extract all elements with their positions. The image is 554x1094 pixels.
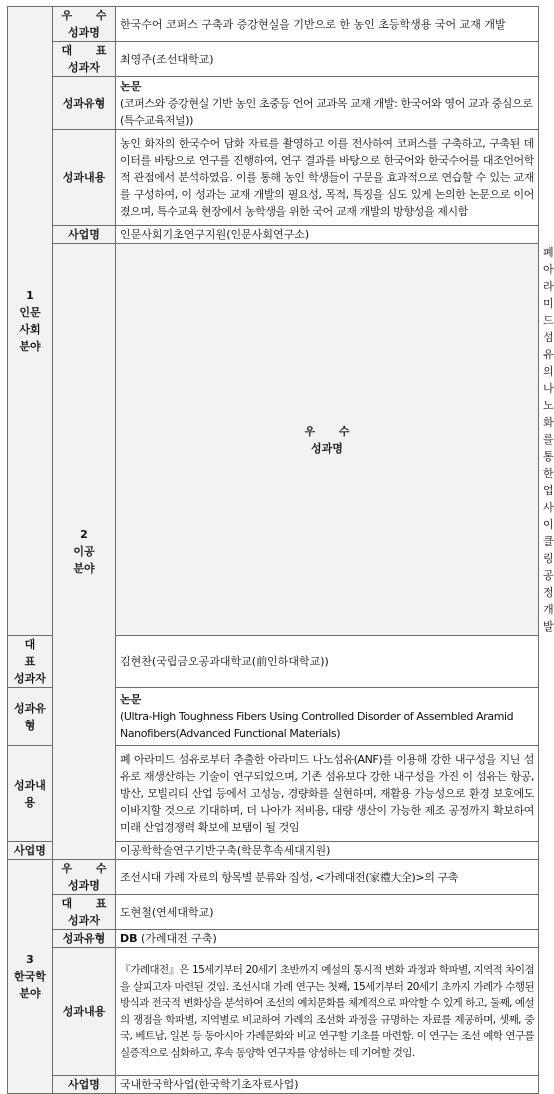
type-label: 성과유형 (53, 77, 116, 130)
label-line: 성과명 (68, 879, 100, 892)
table-row (8, 948, 539, 1076)
best-achievement-value: 조선시대 가례 자료의 항목별 분류와 집성, <가례대전(家禮大全)>의 구축 (116, 860, 539, 895)
area-name-line: 이공 (73, 545, 95, 558)
achievement-table (7, 6, 554, 1094)
area-name-line: 분야 (73, 562, 95, 575)
best-achievement-label (53, 860, 116, 895)
label-line: 성과자 (68, 61, 100, 74)
area-number: 2 (80, 528, 88, 541)
label-line: 성과명 (68, 26, 100, 39)
area-cell-korean-studies (8, 860, 53, 1094)
business-label: 사업명 (53, 1076, 116, 1094)
business-label: 사업명 (53, 226, 116, 244)
table-row: 2 이공 분야 우 수 성과명 폐 아라미드 섬유의 나노화를 통한 업사이클링 공정 개발 (8, 244, 539, 636)
representative-value: 최영주(조선대학교) (116, 42, 539, 77)
table-row (8, 226, 539, 244)
type-label: 성과유형 (8, 688, 53, 746)
type-title: DB (120, 932, 138, 945)
area-cell-science (53, 244, 116, 860)
type-value (116, 930, 539, 948)
area-cell-humanities (8, 7, 53, 636)
type-detail: (가례대전 구축) (141, 932, 217, 945)
area-name-line: 한국학 (14, 970, 46, 983)
label-line: 대 표 (61, 44, 117, 57)
business-value: 인문사회기초연구지원(인문사회연구소) (116, 226, 539, 244)
content-label: 성과내용 (53, 130, 116, 226)
business-label: 사업명 (8, 842, 53, 860)
table-row (8, 860, 539, 895)
area-name-line: 분야 (19, 340, 41, 353)
best-achievement-value: 한국수어 코퍼스 구축과 증강현실을 기반으로 한 농인 초등학생용 국어 교재 개발 (116, 7, 539, 42)
area-number: 1 (26, 289, 34, 302)
representative-label (8, 636, 53, 688)
table-row (8, 77, 539, 130)
type-detail: (코퍼스와 증강현실 기반 농인 초중등 언어 교과목 교재 개발: 한국어와 영어 교과 중심으로(특수교육저널)) (120, 96, 533, 127)
label-line: 성과자 (68, 914, 100, 927)
representative-label (53, 895, 116, 930)
label-line: 성과자 (14, 672, 46, 685)
content-value: 폐 아라미드 섬유로부터 추출한 아라미드 나노섬유(ANF)를 이용해 강한 내구성을 지닌 섬유로 재생산하는 기술이 연구되었으며, 기존 섬유보다 강한 내구성을 가진 이 섬유는 항공, 방산, 모빌리티 산업 등에서 고성능, 경량화를 실현하며, 재활용 가능성으로 환경 보호에도 이바지할 것으로 기대하며, 더 나아가 저비용, 대량 생산이 가능한 제조 공정까지 확보하여 미래 산업경쟁력 확보에 보탬이 될 것임 (116, 746, 539, 842)
area-name-line: 분야 (19, 987, 41, 1000)
type-label: 성과유형 (53, 930, 116, 948)
best-achievement-label (116, 244, 539, 636)
label-line: 대 표 (24, 638, 46, 668)
type-value (116, 688, 539, 746)
content-value: 농인 화자의 한국수어 담화 자료를 촬영하고 이를 전사하여 코퍼스를 구축하고, 구축된 데이터를 바탕으로 연구를 진행하여, 연구 결과를 바탕으로 한국어와 한국수어를 대조언어학적 관점에서 분석하였음. 이를 통해 농인 학생들이 구문을 효과적으로 연습할 수 있는 교재를 구성하여, 이 성과는 교재 개발의 필요성, 목적, 특징을 심도 있게 논의한 논문으로 이어졌으며, 특수교육 현장에서 농학생을 위한 국어 교재 개발의 방향성을 제시함 (116, 130, 539, 226)
content-value: 『가례대전』은 15세기부터 20세기 초반까지 예설의 통시적 변화 과정과 학파별, 지역적 차이점을 살피고자 마련된 것임. 조선시대 가례 연구는 첫째, 15세기부터 20세기 초까지 가례가 수행된 방식과 전국적 변화상을 분석하여 조선의 예치문화를 체계적으로 파악할 수 있게 하고, 둘째, 예설의 쟁점을 학파별, 지역별로 비교하여 가례의 조선화 과정을 규명하는 자료를 제공하며, 셋째, 중국, 베트남, 일본 등 동아시아 가례문화와 비교 연구할 기초를 마련함. 이 연구는 조선 예학 연구를 실증적으로 심화하고, 후속 동양학 연구자를 양성하는 데 기여할 것임. (116, 948, 539, 1076)
best-achievement-label (53, 7, 116, 42)
area-name-line: 사회 (19, 323, 41, 336)
table-row (8, 42, 539, 77)
type-title: 논문 (120, 693, 142, 706)
table-row (8, 7, 539, 42)
table-row (8, 895, 539, 930)
table-row (8, 130, 539, 226)
label-line: 우 수 (304, 424, 360, 438)
table-row (8, 930, 539, 948)
representative-value: 도현철(연세대학교) (116, 895, 539, 930)
type-title: 논문 (120, 79, 142, 93)
area-name-line: 인문 (19, 306, 41, 319)
content-label: 성과내용 (53, 948, 116, 1076)
representative-label (53, 42, 116, 77)
table-row (8, 1076, 539, 1094)
business-value: 이공학학술연구기반구축(학문후속세대지원) (116, 842, 539, 860)
business-value: 국내한국학사업(한국학기초자료사업) (116, 1076, 539, 1094)
label-line: 성과명 (311, 441, 343, 455)
type-detail: (Ultra-High Toughness Fibers Using Controlled Disorder of Assembled Aramid Nanofibers(Advanced Functional Materials) (120, 710, 514, 740)
content-label: 성과내용 (8, 746, 53, 842)
type-value (116, 77, 539, 130)
label-line: 우 수 (61, 862, 117, 875)
label-line: 우 수 (61, 9, 117, 22)
label-line: 대 표 (61, 897, 117, 910)
representative-value: 김현찬(국립금오공과대학교(前인하대학교)) (116, 636, 539, 688)
area-number: 3 (26, 953, 34, 966)
